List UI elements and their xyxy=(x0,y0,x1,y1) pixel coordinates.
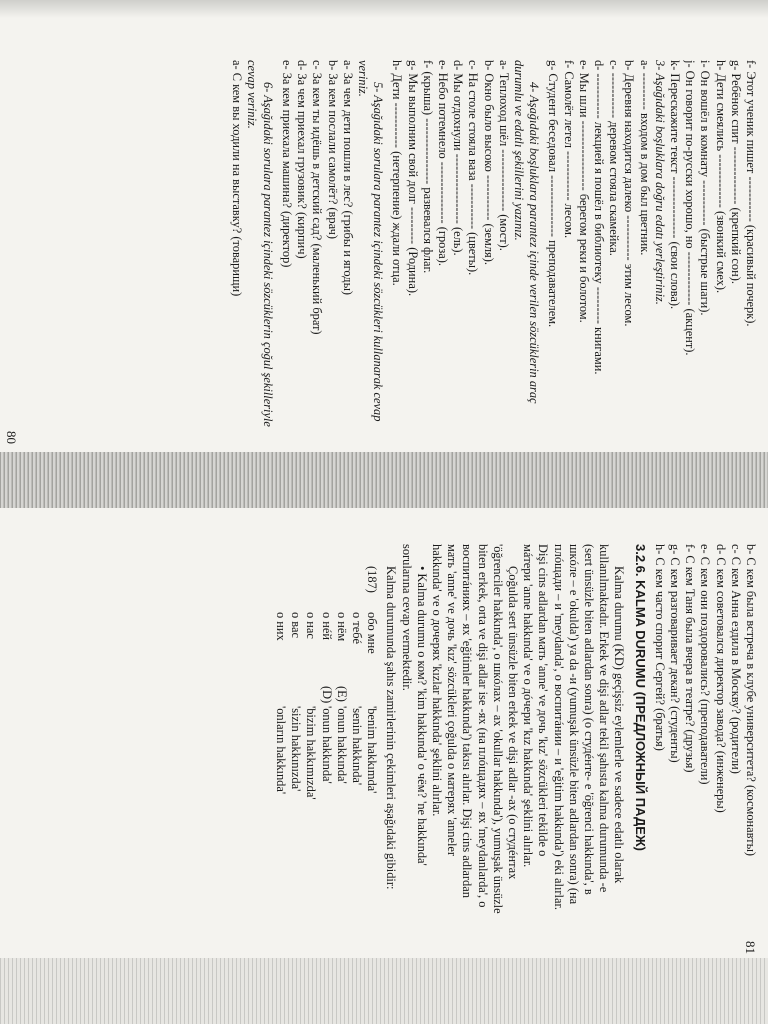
exercise-6-tail xyxy=(652,544,758,946)
exercise-line: g- Ребёнок спит -------------- (крепкий сон). xyxy=(728,60,743,284)
exercise-line: а- --------- входом в дом был цветник. xyxy=(637,60,652,256)
exercise-line: с- За кем ты идёшь в детский сад? (маленький брат) xyxy=(310,60,325,335)
exercise-line: g- Мы выполним свой долг --------- (Родина). xyxy=(405,60,420,297)
gender-mark: (D) xyxy=(319,686,334,704)
paragraph-line: Çoğulda sert ünsüzle biten erkek ve dişi adlar -ах (о студéнтах xyxy=(505,566,520,880)
exercise-4-title-cont: durumlu ve edatlı şekillerini yazınız. xyxy=(511,60,526,241)
exercise-line: с- На столе стояла ваза ----------- (цветы). xyxy=(466,60,481,276)
paragraph-1 xyxy=(520,544,626,946)
example-number xyxy=(288,566,303,612)
exercise-5-title: 5- Aşağıdaki sorulara parantez içindeki sözcükleri kullanarak cevap xyxy=(371,82,386,422)
exercise-line: b- За кем послали самолёт? (врач) xyxy=(325,60,340,239)
translation: 'sizin hakkınızda' xyxy=(289,706,304,792)
exercise-6-title: 6- Aşağıdaki sorulara parantez içindeki sözcüklerin çoğul şekilleriyle xyxy=(260,82,275,427)
section-heading: 3.2.6. KALMA DURUMU (ПРЕДЛОЖНЫЙ ПАДЕЖ) xyxy=(632,544,648,851)
page-80 xyxy=(0,20,768,450)
table-row xyxy=(303,566,318,946)
exercise-line: а- Теплоход шёл --------------- (мост). xyxy=(496,60,511,251)
exercise-5 xyxy=(279,60,355,436)
exercise-line: d- Мы отдохнули ----------------- (ель). xyxy=(451,60,466,256)
exercise-line: d- За чем приехал грузовик? (кирпич) xyxy=(295,60,310,259)
pronoun-form: о нéй xyxy=(319,612,334,641)
book-gutter xyxy=(0,452,768,508)
page-number: 80 xyxy=(4,431,20,444)
paragraph-line: (sert ünsüzle biten adlardan sonra) (о студéнте- е 'öğrenci hakkında', в xyxy=(581,544,596,895)
paragraph-line: kullanılmaktadır. Erkek ve dişi adlar tekil şahısta kalma durumunda -е xyxy=(597,544,612,893)
exercise-line: е- Мы шли ----------------- берегом реки и болотом. xyxy=(576,60,591,323)
paragraph-2 xyxy=(429,544,520,946)
exercise-line: h- Дети ----------- (нетерпение) ждали отца. xyxy=(390,60,405,286)
exercise-line: k- Перескажите текст --------------- (свои слова). xyxy=(667,60,682,310)
translation: 'onun hakkında' xyxy=(334,706,349,784)
gender-mark xyxy=(349,686,364,706)
paragraph-line: hakkında' ve о дочерях 'kızlar hakkında' şeklini alırlar. xyxy=(429,544,444,817)
exercise-line: е- За кем приехала машина? (директор) xyxy=(279,60,294,268)
exercise-3 xyxy=(545,60,651,436)
exercise-line: g- Студент беседовал --------------- преподавателем. xyxy=(546,60,561,328)
paragraph-line: мáтери 'anne hakkında' ve о дóчери 'kız hakkında' şeklini alırlar. xyxy=(521,544,536,868)
exercise-line: f- Самолёт летел ------------ лесом. xyxy=(561,60,576,239)
page-number: 81 xyxy=(743,941,758,954)
example-number xyxy=(334,566,349,612)
exercise-4-title: 4- Aşağıdaki boşluklara parantez içinde verilen sözcüklerin araç xyxy=(527,82,542,404)
translation: 'onun hakkında' xyxy=(319,706,334,784)
paragraph-line: Dişi cins adlardan мать 'anne' ve дочь 'kız' sözcükleri tekilde о xyxy=(536,544,551,857)
paragraph-line: плóщади – и 'meydanda', о воспитáнии – и 'eğitim hakkında') eki alırlar. xyxy=(551,544,566,911)
exercise-line: d- С кем советовался директор завода? (инженеры) xyxy=(713,544,728,813)
exercise-line: j- Он говорит по-русски хорошо, но ------------- (акцент). xyxy=(683,60,698,356)
paragraph-line: воспитáниях – ях 'eğitimler hakkında') takısı alırlar. Dişi cins adlardan xyxy=(460,544,475,898)
gender-mark xyxy=(303,686,318,706)
pronoun-form: о них xyxy=(273,612,288,641)
gender-mark xyxy=(364,686,379,706)
scan-top-edge xyxy=(0,0,768,18)
example-number xyxy=(273,566,288,612)
page-80-content xyxy=(0,20,768,450)
bullet-note-cont: sorularına cevap vermektedir. xyxy=(399,544,414,691)
exercise-line: b- С кем была встреча в клубе университета? (космонавты) xyxy=(744,544,758,857)
translation: 'senin hakkında' xyxy=(349,706,364,786)
page-81 xyxy=(0,510,768,960)
table-row xyxy=(364,566,379,946)
paragraph-3: Kalma durumunda şahıs zamirlerinin çekimleri aşağıdaki gibidir: xyxy=(384,566,399,890)
translation: 'benim hakkımda' xyxy=(365,706,380,794)
pronoun-form: о тебé xyxy=(349,612,364,645)
exercise-line: h- С кем часто спорит Сергей? (братья) xyxy=(652,544,667,751)
translation: 'onların hakkında' xyxy=(273,706,288,795)
translation: 'bizim hakkımızda' xyxy=(304,706,319,800)
exercise-2-tail xyxy=(667,60,758,436)
pronoun-form: о нас xyxy=(304,612,319,639)
exercise-line: а- С кем вы ходили на выставку? (товарищи) xyxy=(230,60,245,297)
pronoun-form: о вас xyxy=(289,612,304,638)
exercise-line: i- Он вошёл в комнату ----------- (быстрые шаги). xyxy=(698,60,713,316)
gender-mark xyxy=(273,686,288,706)
exercise-line: g- С кем разговаривает декан? (студенты) xyxy=(667,544,682,763)
exercise-6-title-cont: cevap veriniz. xyxy=(245,60,260,129)
table-row xyxy=(318,566,333,946)
exercise-line: b- Окно было высоко ----------- (земля). xyxy=(481,60,496,265)
bullet-note: • Kalma durumu о ком? 'kim hakkında' о чём? 'ne hakkında' xyxy=(414,566,429,866)
exercise-line: f- С кем Таня была вчера в театре? (друзья) xyxy=(683,544,698,773)
exercise-line: а- За чем дети пошли в лес? (грибы и ягоды) xyxy=(340,60,355,296)
table-row xyxy=(273,566,288,946)
exercise-line: е- С кем они поздоровались? (преподаватели) xyxy=(698,544,713,785)
exercise-line: е- Небо потемнело --------------- (гроза). xyxy=(435,60,450,267)
table-row xyxy=(334,566,349,946)
page-81-content xyxy=(0,510,768,960)
exercise-line: с- ----------- деревом стояла скамейка. xyxy=(607,60,622,256)
exercise-line: с- С кем Анна ездила в Москву? (родители) xyxy=(728,544,743,774)
exercise-line: f- Этот ученик пишет ----------- (красивый почерк). xyxy=(744,60,758,327)
pronoun-form: обо мне xyxy=(365,612,380,654)
paragraph-line: biten erkek, orta ve dişi adlar ise -ях (на плóщадях – ях 'meydanlarda', о xyxy=(475,544,490,908)
scan-bottom-edge xyxy=(0,958,768,1024)
exercise-4 xyxy=(389,60,511,436)
paragraph-line: шкóле – е 'okulda') ya da -и (yumuşak ünsüzle biten adlardan sonra) (на xyxy=(566,544,581,905)
exercise-3-title: 3- Aşağıdaki boşluklara doğru edatı yerleştiriniz. xyxy=(652,60,667,305)
paragraph-line: мать 'anne' ve дочь 'kız' sözcükleri çoğulda о матерях 'anneler xyxy=(445,544,460,857)
example-number xyxy=(349,566,364,612)
example-number: (187) xyxy=(365,566,380,593)
exercise-line: f- (крыша) ---------------- развевался флаг. xyxy=(420,60,435,274)
pronoun-form: о нём xyxy=(334,612,349,642)
exercise-5-title-cont: veriniz. xyxy=(355,60,370,97)
table-row xyxy=(288,566,303,946)
table-row xyxy=(349,566,364,946)
paragraph-line: 'öğrenciler hakkında', о шкóлах – ах 'okullar hakkında'), yumuşak ünsüzle xyxy=(490,544,505,914)
gender-mark: (E) xyxy=(334,686,349,702)
gender-mark xyxy=(288,686,303,706)
paragraph-line: Kalma durumu (KD) geçişsiz eylemlerle ve sadece edatlı olarak xyxy=(612,566,627,884)
exercise-line: d- ----------- лекцией я пошёл в библиотеку --------- книгами. xyxy=(591,60,606,375)
example-number xyxy=(303,566,318,612)
exercise-line: b- Деревня находится далеко ----------- этим лесом. xyxy=(622,60,637,327)
exercise-line: h- Дети смеялись ------------- (звонкий смех). xyxy=(713,60,728,294)
example-number xyxy=(318,566,333,612)
pronoun-table xyxy=(273,544,379,946)
